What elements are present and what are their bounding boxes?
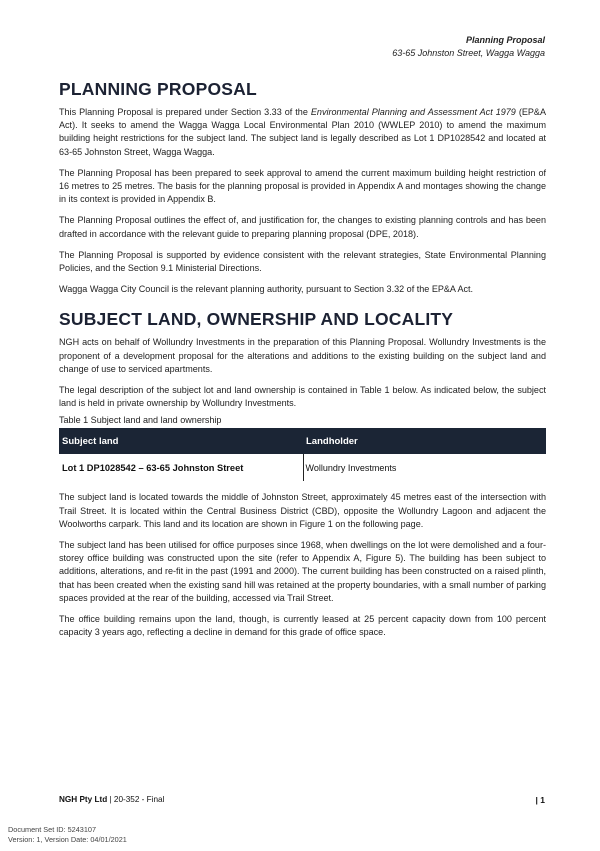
table-header-row bbox=[59, 428, 546, 454]
header-subtitle: 63-65 Johnston Street, Wagga Wagga bbox=[392, 48, 545, 58]
paragraph: This Planning Proposal is prepared under Section 3.33 of the Environmental Planning and Assessment Act 1979 (EP&A Act). It seeks to amend the Wagga Wagga Local Environmental Plan 2010 (WWLEP 2010) to amend the maximum building height restrictions for the subject land. The subject land is legally described as Lot 1 DP1028542 and located at 63-65 Johnston Street, Wagga Wagga. bbox=[59, 107, 546, 157]
paragraph: The subject land is located towards the middle of Johnston Street, approximately 45 metres east of the intersection with Trail Street. It is located within the Central Business District (CBD), opposite the Wollundry Lagoon and adjacent the Woolworths carpark. This land and its location are shown in Figure 1 on the following page. bbox=[59, 492, 546, 529]
paragraph: The legal description of the subject lot and land ownership is contained in Table 1 below. As indicated below, the subject land is held in private ownership by Wollundry Investments. bbox=[59, 385, 546, 409]
page-footer bbox=[59, 795, 164, 804]
page-header bbox=[392, 34, 545, 60]
land-ownership-table bbox=[59, 428, 546, 481]
table-cell-subject-land: Lot 1 DP1028542 – 63-65 Johnston Street bbox=[62, 462, 244, 473]
stamp-document-id: Document Set ID: 5243107 bbox=[8, 825, 97, 834]
footer-doc-ref: | 20-352 - Final bbox=[107, 795, 165, 804]
section-heading-subject-land: SUBJECT LAND, OWNERSHIP AND LOCALITY bbox=[59, 309, 454, 330]
paragraph: NGH acts on behalf of Wollundry Investments in the preparation of this Planning Proposal. Wollundry Investments is the proponent of a development proposal for the alterations and additions to the existing building on the subject land and change of use to serviced apartments. bbox=[59, 337, 546, 374]
page-number: | 1 bbox=[535, 795, 545, 805]
paragraph: The Planning Proposal outlines the effect of, and justification for, the changes to existing planning controls and has been drafted in accordance with the relevant guide to preparing planning proposal (DPE, 2018). bbox=[59, 215, 546, 239]
paragraph: The office building remains upon the land, though, is currently leased at 25 percent capacity down from 100 percent capacity 3 years ago, reflecting a decline in demand for this grade of office space. bbox=[59, 614, 546, 638]
page-content bbox=[59, 78, 546, 639]
paragraph: The Planning Proposal has been prepared to seek approval to amend the current maximum building height restriction of 16 metres to 25 metres. The basis for the planning proposal is provided in Appendix A and montages showing the change in its context is provided in Appendix B. bbox=[59, 167, 546, 205]
stamp-version: Version: 1, Version Date: 04/01/2021 bbox=[8, 834, 127, 844]
section-heading-planning-proposal: PLANNING PROPOSAL bbox=[59, 79, 257, 99]
column-header-landholder: Landholder bbox=[303, 428, 546, 454]
footer-company: NGH Pty Ltd bbox=[59, 795, 108, 804]
act-title: Environmental Planning and Assessment Act 1979 bbox=[310, 107, 516, 117]
header-title: Planning Proposal bbox=[465, 35, 545, 45]
table-caption: Table 1 Subject land and land ownership bbox=[59, 415, 222, 426]
paragraph: The subject land has been utilised for office purposes since 1968, when dwellings on the lot were demolished and a four-storey office building was constructed upon the site (refer to Appendix A, Figure 5). The building has been subject to additions, alterations, and re-fit in the past (1991 and 2000). The current building has been constructed on a raised plinth, that has been created when the existing sand hill was retained at the property boundaries, with a small number of parking spaces provided at the rear of the building, accessed via Trail Street. bbox=[59, 540, 546, 603]
paragraph: The Planning Proposal is supported by evidence consistent with the relevant strategies, State Environmental Planning Policies, and the Section 9.1 Ministerial Directions. bbox=[59, 249, 546, 274]
table-cell-landholder: Wollundry Investments bbox=[303, 454, 546, 481]
column-header-subject-land: Subject land bbox=[59, 428, 303, 454]
table-row bbox=[59, 454, 546, 481]
document-stamp bbox=[8, 825, 127, 844]
paragraph: Wagga Wagga City Council is the relevant planning authority, pursuant to Section 3.32 of the EP&A Act. bbox=[59, 284, 474, 295]
